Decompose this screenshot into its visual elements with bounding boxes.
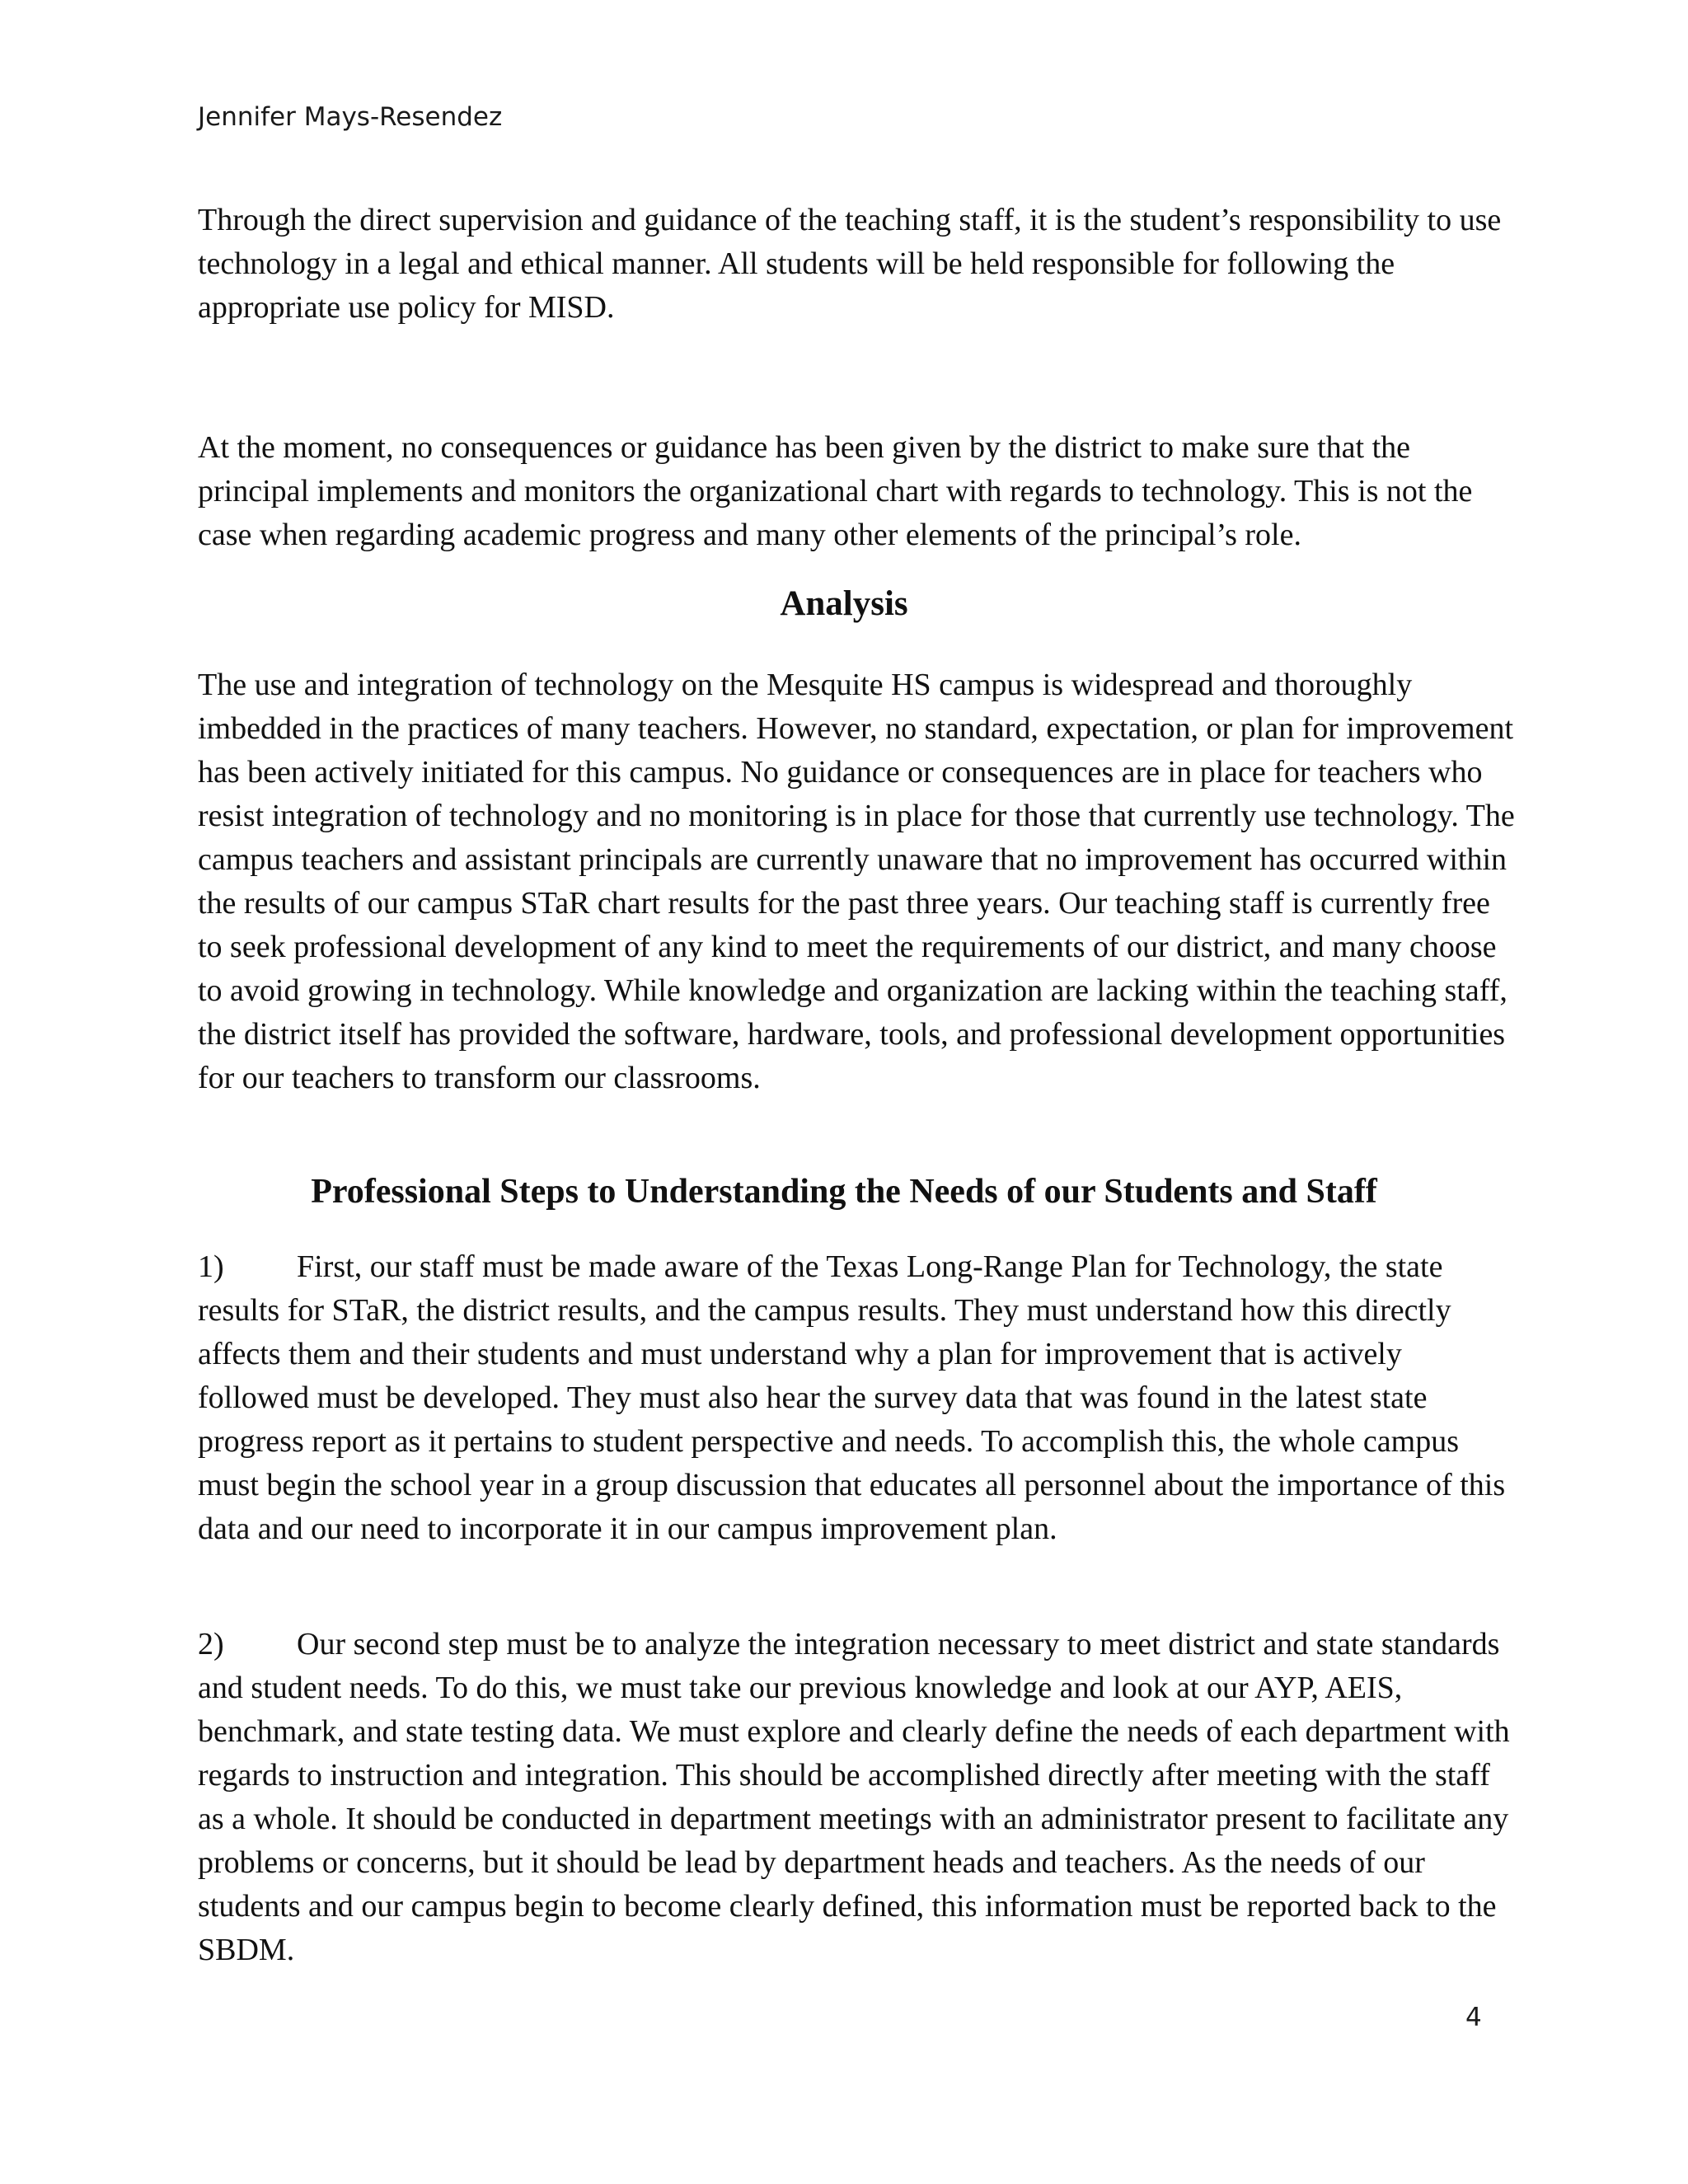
step-2-paragraph — [198, 1623, 1517, 1972]
step-2-number: 2) — [198, 1627, 224, 1661]
moment-paragraph: At the moment, no consequences or guidance has been given by the district to make sure that the principal implements and monitors the organizational chart with regards to technology. This is not the case when regarding academic progress and many other elements of the principal’s role. — [198, 430, 1473, 552]
analysis-heading: Analysis — [780, 584, 908, 623]
step-1-text: First, our staff must be made aware of the Texas Long-Range Plan for Technology, the state results for STaR, the district results, and the campus results. They must understand how this directly affects them and their students and must understand why a plan for improvement that is actively followed must be developed. They must also hear the survey data that was found in the latest state progress report as it pertains to student perspective and needs. To accomplish this, the whole campus must begin the school year in a group discussion that educates all personnel about the importance of this data and our need to incorporate it in our campus improvement plan. — [198, 1249, 1506, 1546]
page-header-author: Jennifer Mays-Resendez — [198, 102, 503, 132]
steps-heading: Professional Steps to Understanding the Needs of our Students and Staff — [311, 1173, 1377, 1211]
step-1-paragraph — [198, 1245, 1517, 1551]
step-1-number: 1) — [198, 1249, 224, 1284]
step-2-text: Our second step must be to analyze the integration necessary to meet district and state standards and student needs. To do this, we must take our previous knowledge and look at our AYP, AEIS, benchmark, and state testing data. We must explore and clearly define the needs of each department with regards to instruction and integration. This should be accomplished directly after meeting with the staff as a whole. It should be conducted in department meetings with an administrator present to facilitate any problems or concerns, but it should be lead by department heads and teachers. As the needs of our students and our campus begin to become clearly defined, this information must be reported back to the SBDM. — [198, 1627, 1510, 1967]
analysis-paragraph: The use and integration of technology on the Mesquite HS campus is widespread and thoroughly imbedded in the practices of many teachers. However, no standard, expectation, or plan for improvement has been actively initiated for this campus. No guidance or consequences are in place for teachers who resist integration of technology and no monitoring is in place for those that currently use technology. The campus teachers and assistant principals are currently unaware that no improvement has occurred within the results of our campus STaR chart results for the past three years. Our teaching staff is currently free to seek professional development of any kind to meet the requirements of our district, and many choose to avoid growing in technology. While knowledge and organization are lacking within the teaching staff, the district itself has provided the software, hardware, tools, and professional development opportunities for our teachers to transform our classrooms. — [198, 668, 1515, 1095]
page-number: 4 — [1465, 2003, 1482, 2032]
intro-paragraph: Through the direct supervision and guidance of the teaching staff, it is the student’s responsibility to use technology in a legal and ethical manner. All students will be held responsible for following the appropriate use policy for MISD. — [198, 203, 1502, 325]
